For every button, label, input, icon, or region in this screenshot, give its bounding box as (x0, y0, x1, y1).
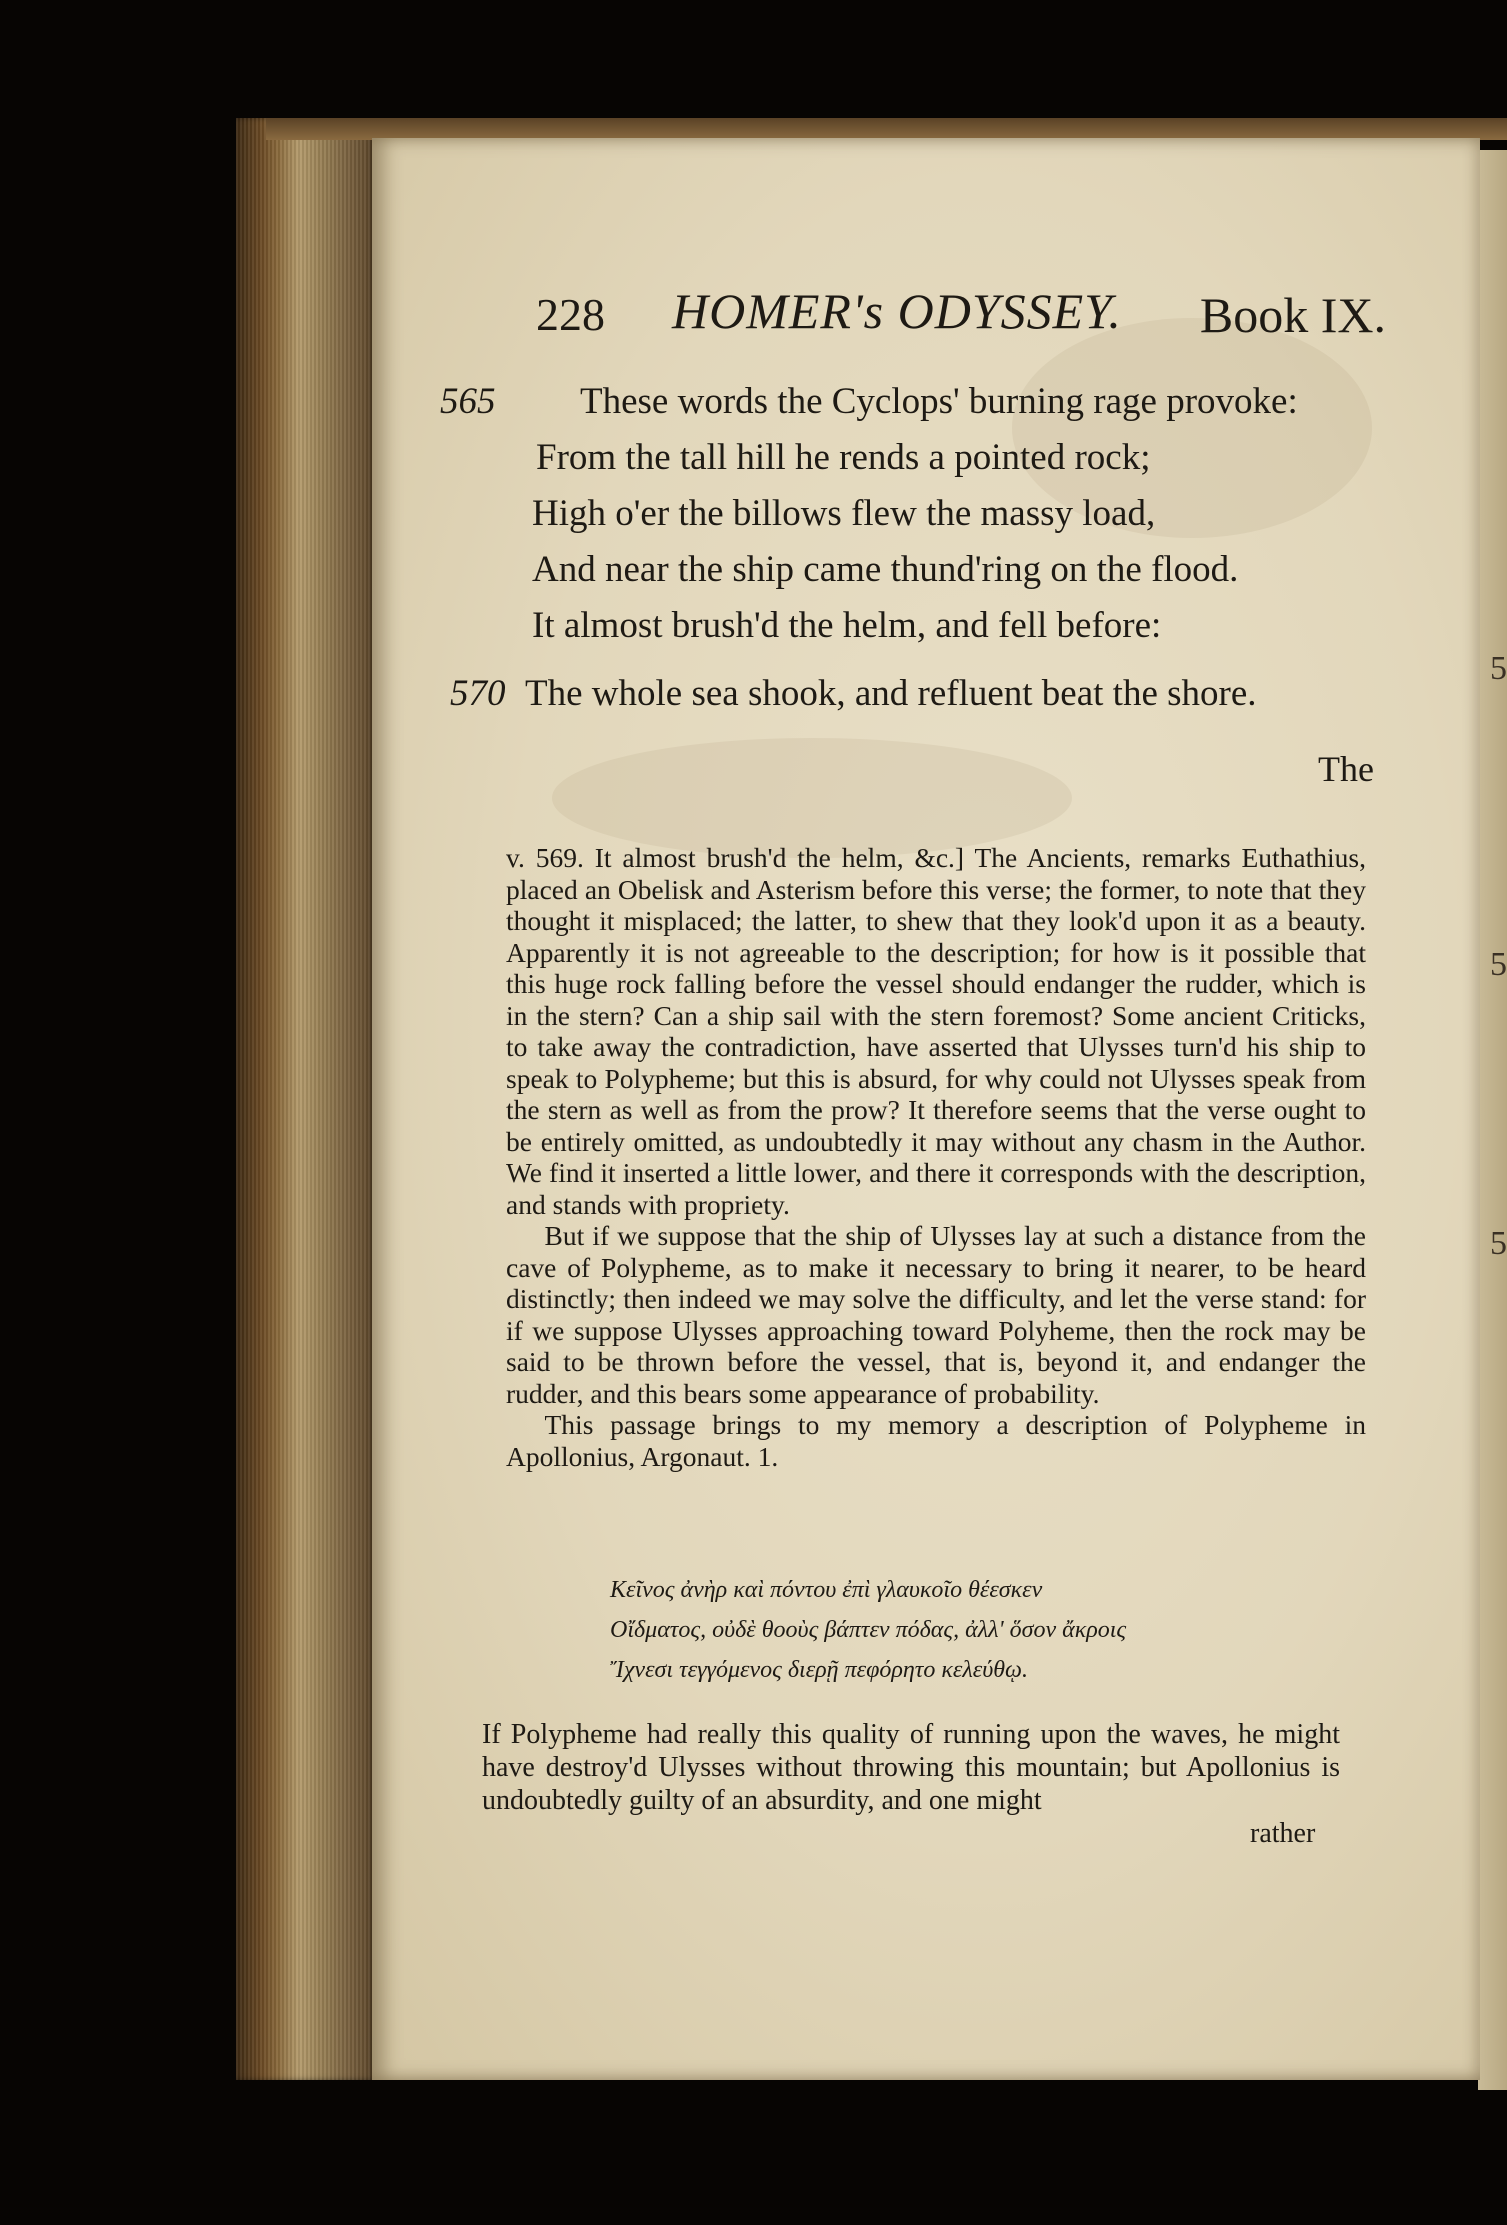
page-header (536, 282, 1386, 352)
facing-page-line-number: 5 (1490, 650, 1507, 687)
greek-line: Οἴδματος, οὐδὲ θοοὺς βάπτεν πόδας, ἀλλ' ὅσον ἄκροις (610, 1617, 1127, 1643)
greek-quotation (610, 1570, 1330, 1690)
catchword: The (1318, 749, 1374, 789)
greek-line: Ἴχνεσι τεγγόμενος διερῇ πεφόρητο κελεύθῳ. (610, 1657, 1028, 1683)
verse-line: High o'er the billows flew the massy load, (532, 493, 1156, 534)
verse-line-number: 565 (440, 381, 496, 422)
verse-line-number: 570 (450, 673, 506, 714)
facing-page-line-number: 5 (1490, 1225, 1507, 1262)
book-label: Book IX. (1199, 287, 1386, 343)
page-number: 228 (536, 289, 605, 340)
verse-line: From the tall hill he rends a pointed rock; (536, 437, 1151, 478)
facing-page-edge (1478, 150, 1507, 2090)
verse-line: It almost brush'd the helm, and fell before: (532, 605, 1162, 646)
greek-line: Κεῖνος ἀνὴρ καὶ πόντου ἐπὶ γλαυκοῖο θέεσκεν (610, 1577, 1043, 1603)
footnote-paragraph: v. 569. It almost brush'd the helm, &c.] The Ancients, remarks Euthathius, placed an Obelisk and Asterism before this verse; the former, to note that they thought it misplaced; the latter, to shew that they look'd upon it as a beauty. Apparently it is not agreeable to the description; for how is it possible that this huge rock falling before the vessel should endanger the rudder, which is in the stern? Can a ship sail with the stern foremost? Some ancient Criticks, to take away the contradiction, have asserted that Ulysses turn'd his ship to speak to Polypheme; but this is absurd, for why could not Ulysses speak from the stern as well as from the prow? It therefore seems that the verse ought to be entirely omitted, as undoubtedly it may without any chasm in the Author. We find it inserted a little lower, and there it corresponds with the description, and stands with propriety. (506, 842, 1366, 1220)
verse-line: These words the Cyclops' burning rage provoke: (580, 381, 1298, 422)
footnote (506, 842, 1366, 1472)
page-stain (552, 738, 1072, 858)
verse-line: The whole sea shook, and refluent beat the shore. (525, 673, 1257, 714)
book-page-edges (236, 118, 376, 2080)
verse-line: And near the ship came thund'ring on the flood. (532, 549, 1239, 590)
footnote-paragraph: But if we suppose that the ship of Ulysses lay at such a distance from the cave of Polypheme, as to make it necessary to bring it nearer, to be heard distinctly; then indeed we may solve the difficulty, and let the verse stand: for if we suppose Ulysses approaching toward Polyheme, then the rock may be said to be thrown before the vessel, that is, beyond it, and endanger the rudder, and this bears some appearance of probability. (506, 1220, 1366, 1409)
footnote-catchword: rather (1250, 1818, 1316, 1849)
footnote-continued: If Polypheme had really this quality of running upon the waves, he might have destroy'd Ulysses without throwing this mountain; but Apollonius is undoubtedly guilty of an absurdity, and one might (482, 1719, 1340, 1816)
running-title: HOMER's ODYSSEY. (672, 283, 1122, 339)
footnote-paragraph: This passage brings to my memory a description of Polypheme in Apollonius, Argonaut. 1. (506, 1409, 1366, 1472)
facing-page-line-number: 5 (1490, 946, 1507, 983)
book-cover-top (266, 118, 1507, 140)
